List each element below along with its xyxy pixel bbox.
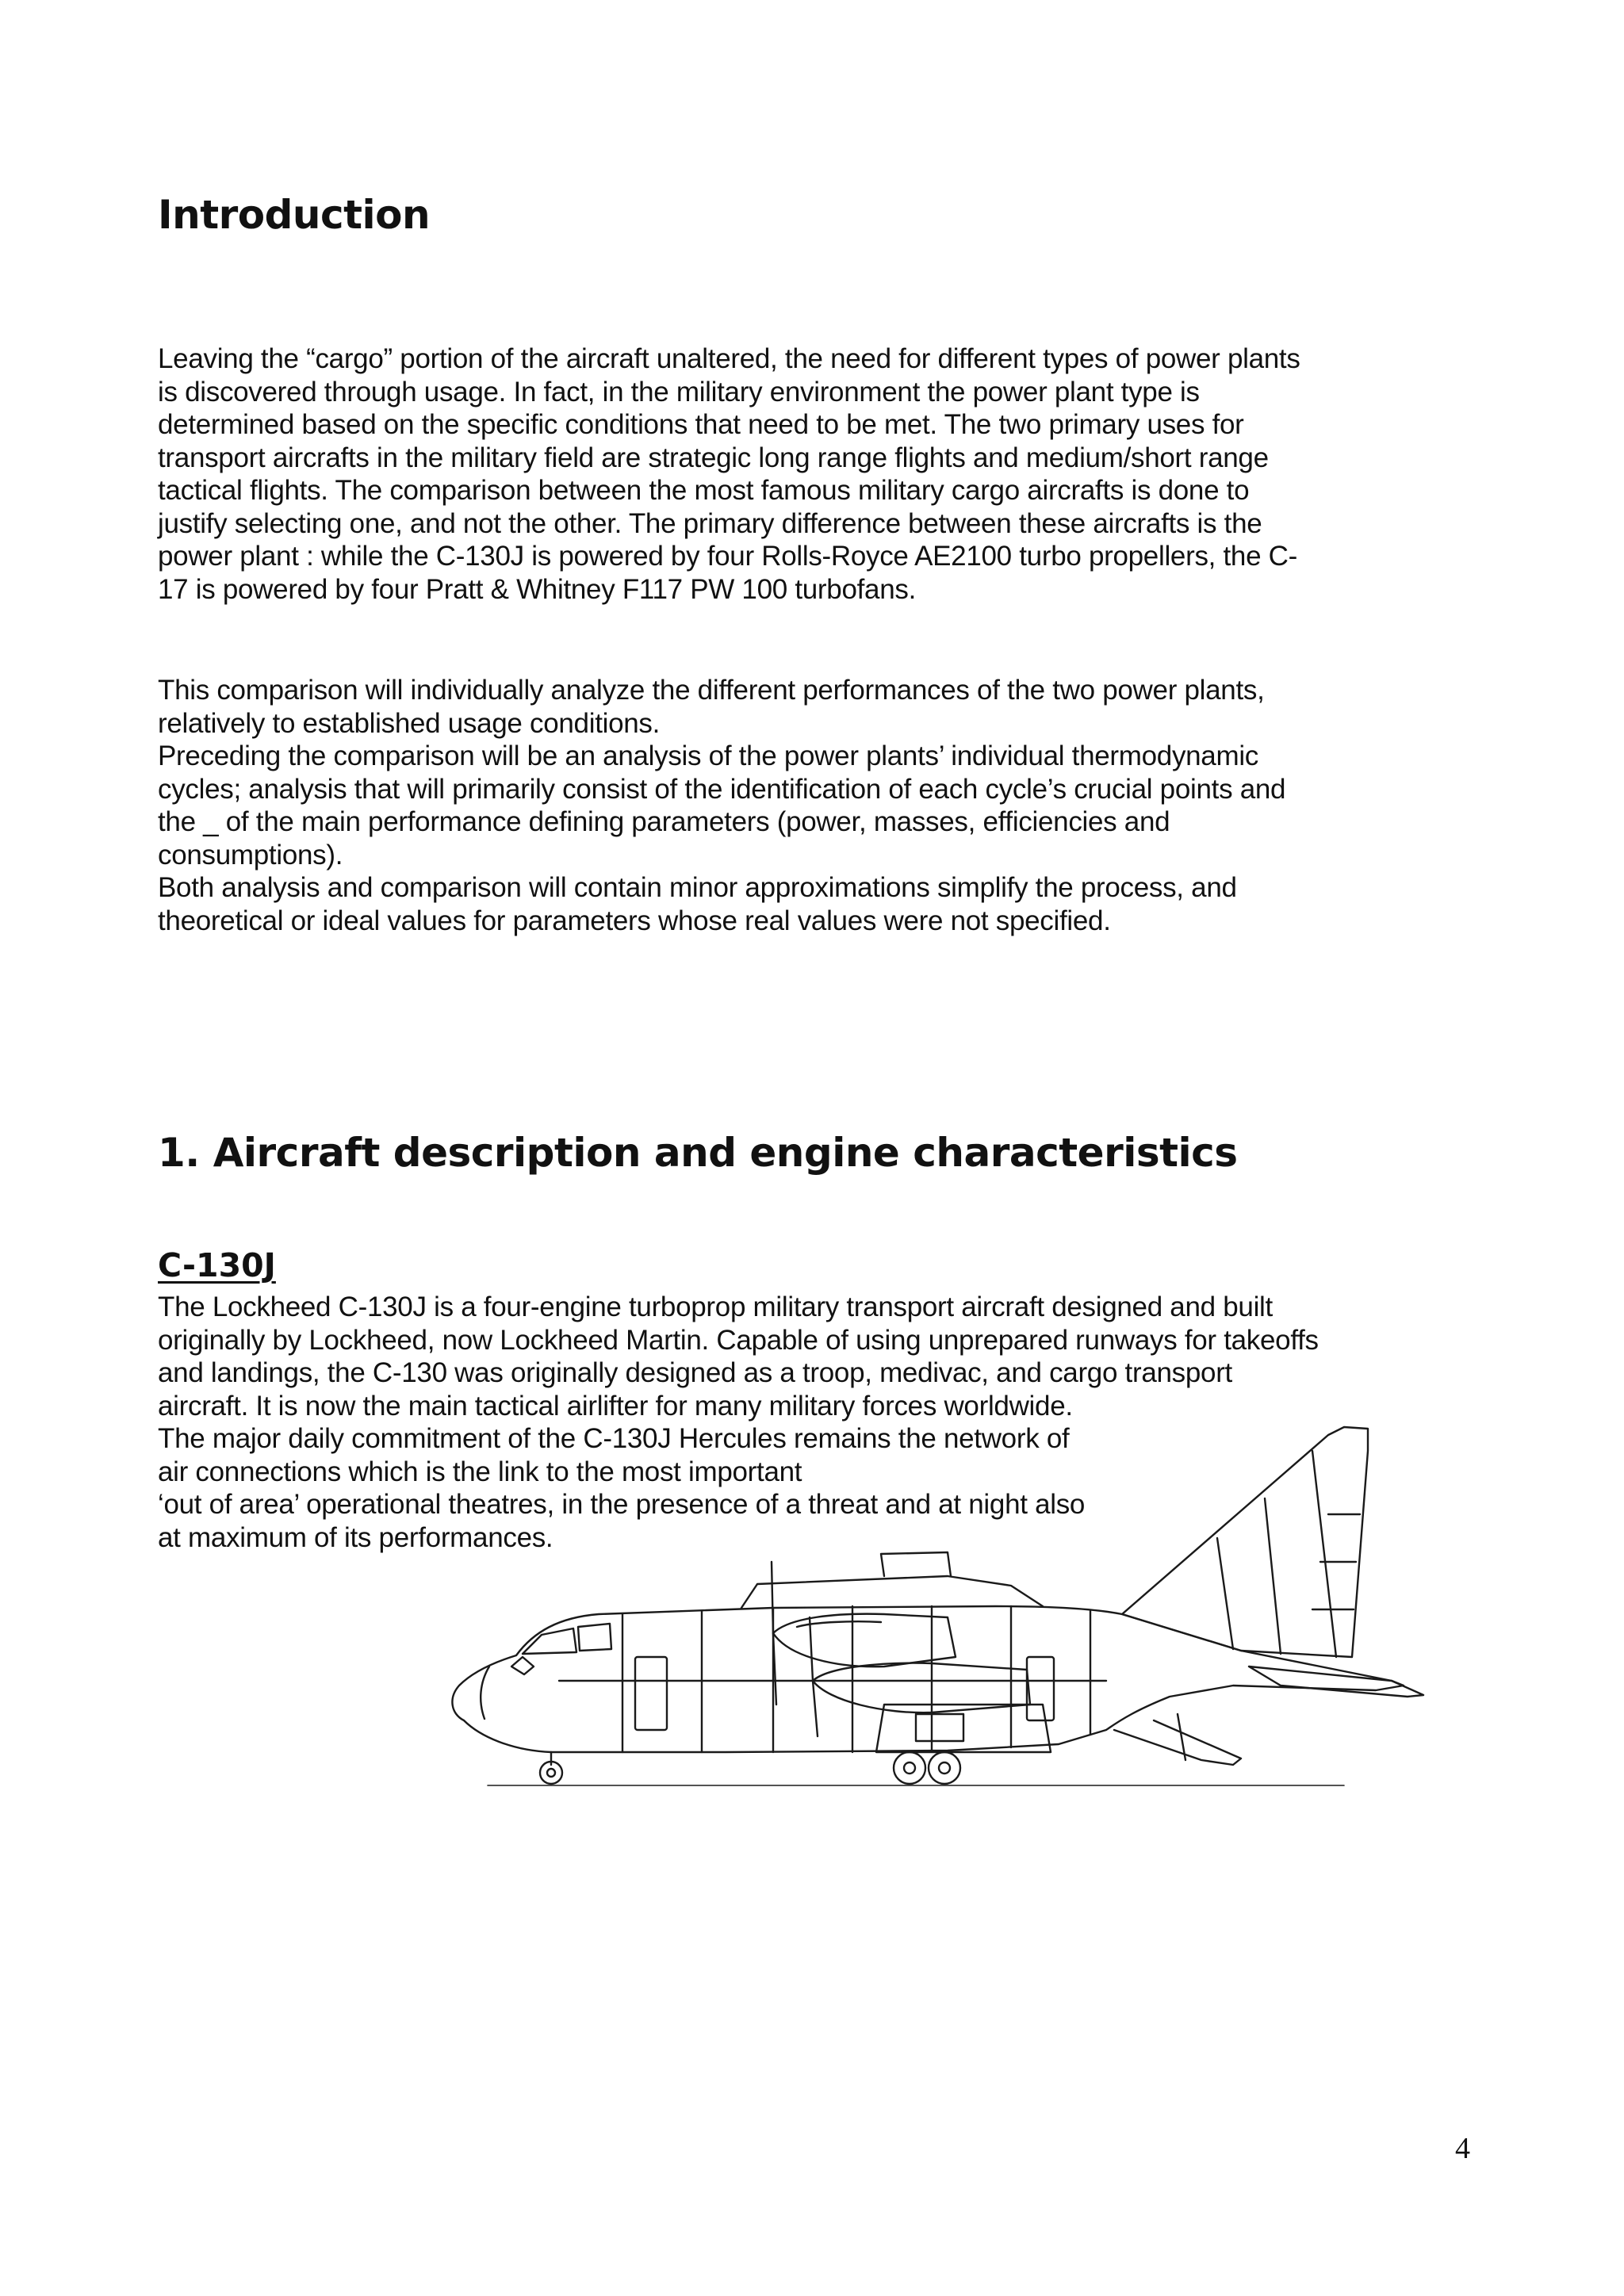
- introduction-paragraph-2: [158, 674, 1498, 937]
- text-line: power plant : while the C-130J is powered by four Rolls-Royce AE2100 turbo propellers, the C-: [158, 541, 1298, 572]
- text-line: originally by Lockheed, now Lockheed Martin. Capable of using unprepared runways for takeoffs: [158, 1324, 1319, 1356]
- aircraft-subheading: C-130J: [158, 1246, 276, 1284]
- text-line: aircraft. It is now the main tactical airlifter for many military forces worldwide.: [158, 1390, 1073, 1422]
- text-line: Both analysis and comparison will contain minor approximations simplify the process, and: [158, 872, 1237, 903]
- text-line: is discovered through usage. In fact, in the military environment the power plant type is: [158, 376, 1200, 408]
- text-line: transport aircrafts in the military field are strategic long range flights and medium/short range: [158, 442, 1269, 473]
- aircraft-line-drawing-icon: [440, 1419, 1439, 1831]
- text-line: relatively to established usage conditions.: [158, 707, 661, 739]
- text-line: and landings, the C-130 was originally designed as a troop, medivac, and cargo transport: [158, 1357, 1232, 1388]
- text-line: This comparison will individually analyze the different performances of the two power plants,: [158, 675, 1265, 706]
- text-line: The major daily commitment of the C-130J Hercules remains the network of: [158, 1423, 1070, 1454]
- page-number: 4: [1455, 2132, 1470, 2165]
- section-heading: 1. Aircraft description and engine characteristics: [158, 1130, 1238, 1176]
- text-line: at maximum of its performances.: [158, 1521, 553, 1553]
- text-line: Preceding the comparison will be an analysis of the power plants’ individual thermodynamic: [158, 740, 1259, 771]
- text-line: cycles; analysis that will primarily consist of the identification of each cycle’s crucial points and: [158, 773, 1286, 805]
- introduction-paragraph-1: [158, 342, 1498, 606]
- text-line: consumptions).: [158, 839, 343, 871]
- text-line: determined based on the specific conditions that need to be met. The two primary uses for: [158, 409, 1244, 440]
- text-line: theoretical or ideal values for parameters whose real values were not specified.: [158, 905, 1111, 936]
- text-line: ‘out of area’ operational theatres, in the presence of a threat and at night also: [158, 1489, 1086, 1520]
- text-line: air connections which is the link to the most important: [158, 1456, 802, 1487]
- text-line: justify selecting one, and not the other. The primary difference between these aircrafts is the: [158, 507, 1262, 539]
- text-line: 17 is powered by four Pratt & Whitney F117 PW 100 turbofans.: [158, 573, 917, 605]
- text-line: The Lockheed C-130J is a four-engine turboprop military transport aircraft designed and built: [158, 1292, 1273, 1322]
- text-line: Leaving the “cargo” portion of the aircraft unaltered, the need for different types of power plants: [158, 343, 1300, 374]
- introduction-heading: Introduction: [158, 192, 431, 238]
- text-line: the _ of the main performance defining parameters (power, masses, efficiencies and: [158, 806, 1170, 837]
- text-line: tactical flights. The comparison between the most famous military cargo aircrafts is done to: [158, 475, 1250, 506]
